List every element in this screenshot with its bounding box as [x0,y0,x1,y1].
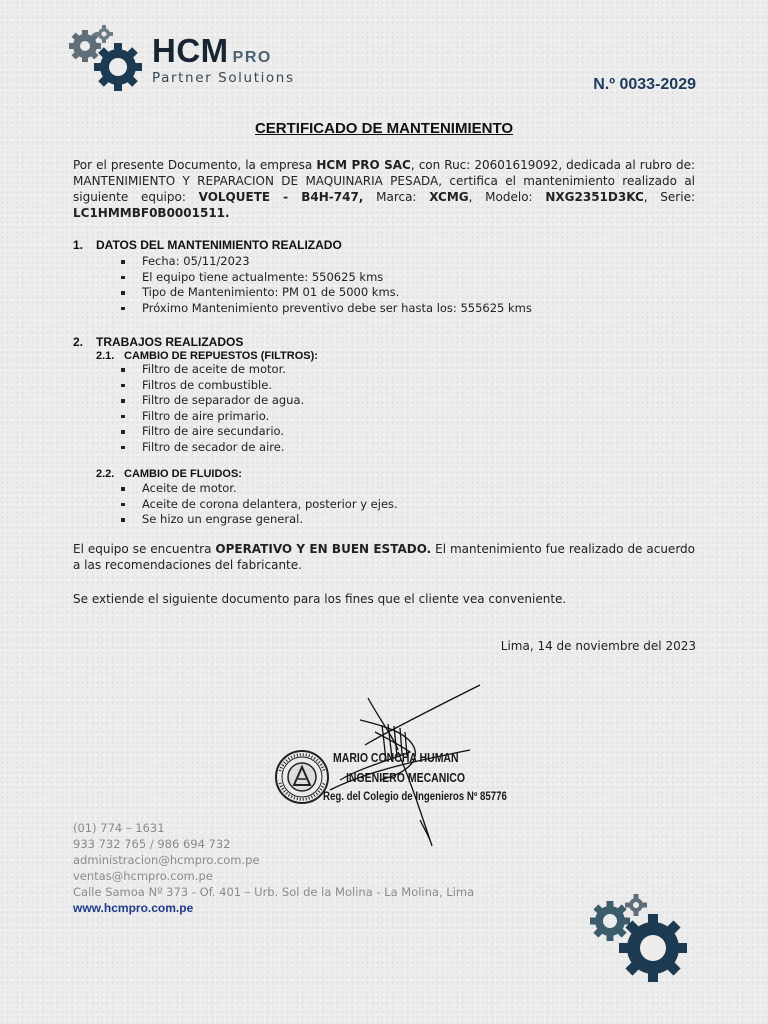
intro-text-3: Marca: [363,190,430,204]
signatory-name: MARIO CONCHA HUMAN [333,751,459,765]
company-logo-gears-icon [68,24,148,94]
subsection-2-1-list [119,362,304,455]
handwritten-signature [330,685,480,846]
closing-text-1: El equipo se encuentra [73,542,216,556]
signatory-registry: Reg. del Colegio de Ingenieros Nº 85776 [323,791,507,803]
list-item: Filtro de aire secundario. [119,424,304,440]
signatory-title: INGENIERO MECANICO [346,771,466,785]
intro-text-1: Por el presente Documento, la empresa [73,158,317,172]
list-item: Filtro de secador de aire. [119,440,304,456]
closing-paragraph [73,541,695,573]
logo-brand-text: HCM [152,32,229,69]
subsection-2-1-number: 2.1. [96,350,115,362]
intro-paragraph [73,157,695,221]
list-item: Aceite de corona delantera, posterior y ejes. [119,497,398,513]
intro-text-5: , Serie: [643,190,696,204]
logo-tagline: Partner Solutions [152,70,295,86]
website-link[interactable]: www.hcmpro.com.pe [73,901,194,915]
list-item: Filtro de separador de agua. [119,393,304,409]
closing-text-2: El mantenimiento fue realizado de acuerdo a las recomendaciones del fabricante. [73,542,695,572]
section-2-number: 2. [73,335,84,349]
list-item: Filtros de combustible. [119,378,304,394]
list-item: Próximo Mantenimiento preventivo debe ser hasta los: 555625 kms [119,301,532,317]
intro-text-2: , con Ruc: 20601619092, dedicada al rubro de: MANTENIMIENTO Y REPARACION DE MAQUINARIA PESADA, certifica el mantenimiento realizado al siguiente equipo: [73,158,695,204]
section-2-title: TRABAJOS REALIZADOS [96,335,244,349]
list-item: Aceite de motor. [119,481,398,497]
contact-address: Calle Samoa Nº 373 - Of. 401 – Urb. Sol de la Molina - La Molina, Lima [73,885,475,899]
list-item: Se hizo un engrase general. [119,512,398,528]
subsection-2-1-heading [96,350,318,362]
engineering-seal-icon [276,751,328,803]
list-item: Filtro de aire primario. [119,409,304,425]
subsection-2-2-title: CAMBIO DE FLUIDOS: [124,468,242,480]
equipment-brand: XCMG [429,190,469,204]
list-item: Tipo de Mantenimiento: PM 01 de 5000 kms. [119,285,532,301]
list-item: Filtro de aceite de motor. [119,362,304,378]
section-1-list [119,254,532,316]
subsection-2-2-number: 2.2. [96,468,115,480]
section-2-heading [73,335,243,349]
equipment-status: OPERATIVO Y EN BUEN ESTADO. [215,542,432,556]
list-item: El equipo tiene actualmente: 550625 kms [119,270,532,286]
purpose-statement: Se extiende el siguiente documento para los fines que el cliente vea conveniente. [73,592,567,606]
contact-mobiles: 933 732 765 / 986 694 732 [73,837,231,851]
section-1-title: DATOS DEL MANTENIMIENTO REALIZADO [96,238,342,252]
logo-brand-suffix: PRO [232,49,272,66]
list-item: Fecha: 05/11/2023 [119,254,532,270]
company-name: HCM PRO SAC [316,158,411,172]
place-and-date: Lima, 14 de noviembre del 2023 [500,639,696,653]
section-1-number: 1. [73,238,84,252]
document-title: CERTIFICADO DE MANTENIMIENTO [254,120,514,137]
contact-email-admin[interactable]: administracion@hcmpro.com.pe [73,853,260,867]
equipment-name: VOLQUETE - B4H-747, [198,190,364,204]
subsection-2-1-title: CAMBIO DE REPUESTOS (FILTROS): [124,350,318,362]
contact-phone: (01) 774 – 1631 [73,821,165,835]
subsection-2-2-list [119,481,398,528]
equipment-model: NXG2351D3KC [545,190,644,204]
certificate-number: N.º 0033-2029 [593,76,696,93]
signature-and-seal [270,680,510,850]
equipment-serial: LC1HMMBF0B0001511. [73,206,230,220]
section-1-heading [73,238,342,252]
decorative-gears-icon [585,888,695,988]
company-logo-wordmark [152,34,272,67]
contact-email-sales[interactable]: ventas@hcmpro.com.pe [73,869,213,883]
subsection-2-2-heading [96,468,242,480]
intro-text-4: , Modelo: [468,190,546,204]
